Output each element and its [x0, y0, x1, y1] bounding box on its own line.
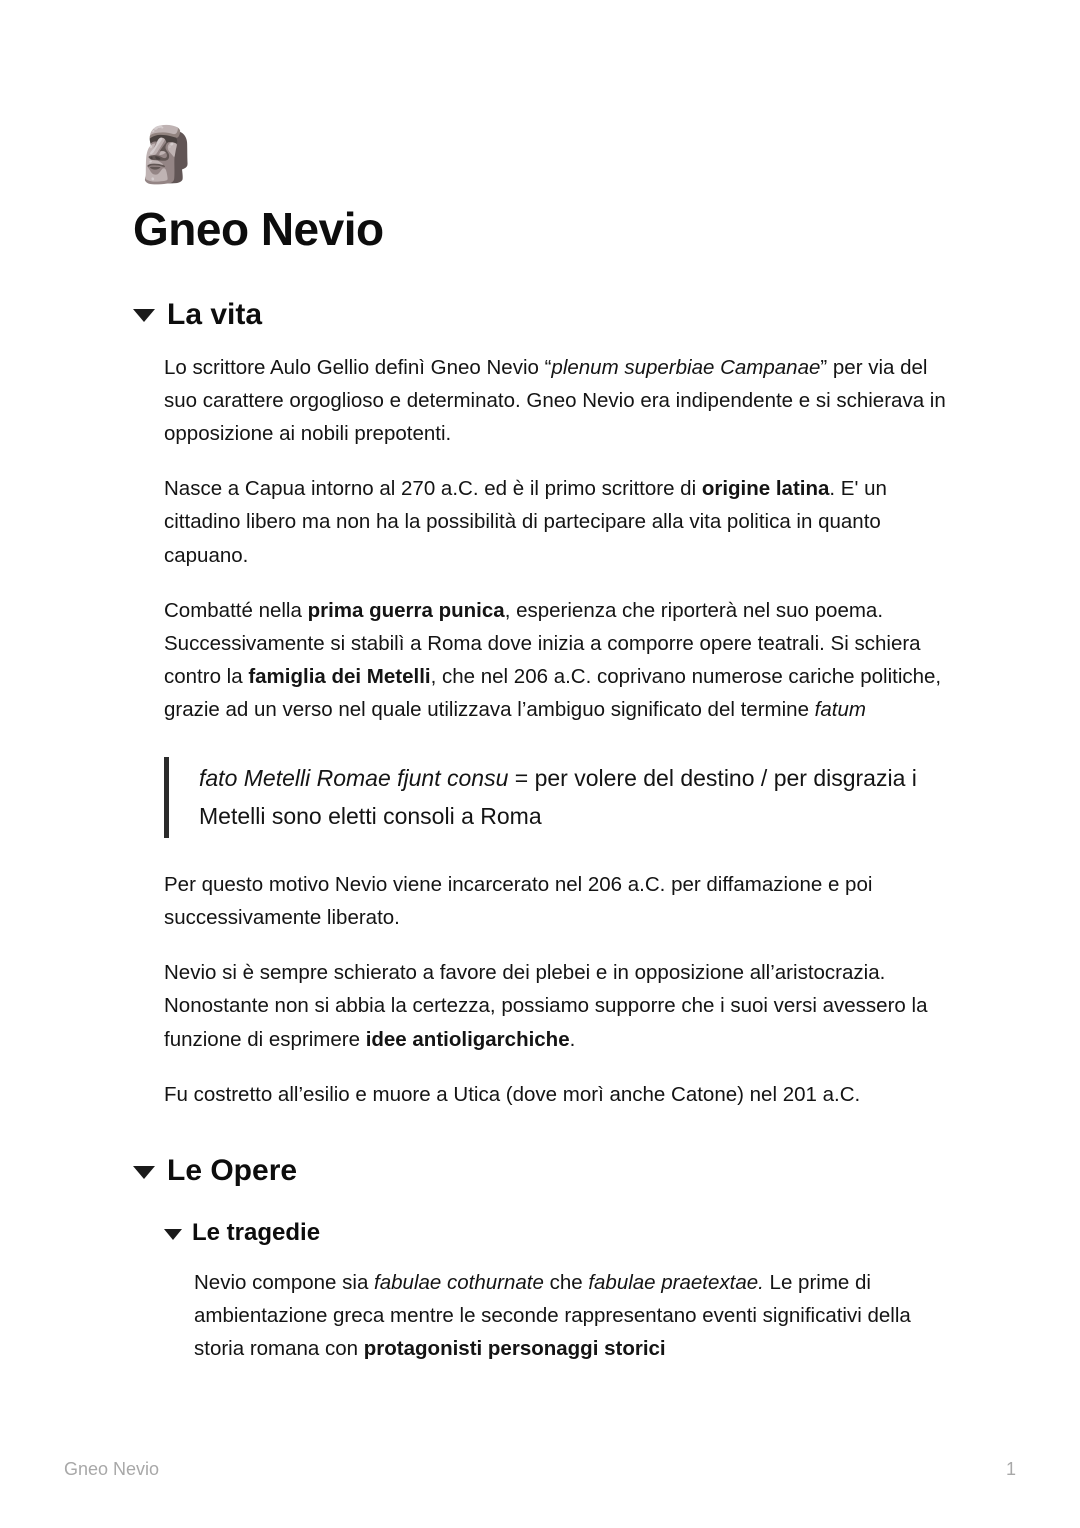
- subsection-body-le-tragedie: [0, 1266, 1080, 1366]
- paragraph: Nevio si è sempre schierato a favore dei plebei e in opposizione all’aristocrazia. Nonostante non si abbia la certezza, possiamo supporre che i suoi versi avessero la funzione di esprimere idee antioligarchiche.: [164, 961, 928, 1051]
- blockquote: fato Metelli Romae fjunt consu = per volere del destino / per disgrazia i Metelli sono eletti consoli a Roma: [164, 757, 950, 838]
- section-heading-label: Le Opere: [167, 1154, 298, 1188]
- page-footer: [64, 1459, 1016, 1480]
- paragraph: Nevio compone sia fabulae cothurnate che fabulae praetextae. Le prime di ambientazione greca mentre le seconde rappresentano eventi significativi della storia romana con protagonisti personaggi storici: [194, 1270, 911, 1361]
- paragraph: Fu costretto all’esilio e muore a Utica (dove morì anche Catone) nel 201 a.C.: [164, 1082, 861, 1106]
- section-la-vita: [0, 297, 1080, 1112]
- section-body-la-vita-cont: [0, 868, 1080, 1111]
- paragraph: Nasce a Capua intorno al 270 a.C. ed è il primo scrittore di origine latina. E' un cittadino libero ma non ha la possibilità di partecipare alla vita politica in quanto capuano.: [164, 477, 887, 567]
- chevron-down-icon[interactable]: [164, 1229, 182, 1240]
- page-title: Gneo Nevio: [133, 203, 384, 255]
- chevron-down-icon[interactable]: [133, 1166, 155, 1179]
- paragraph: Lo scrittore Aulo Gellio definì Gneo Nevio “plenum superbiae Campanae” per via del suo carattere orgoglioso e determinato. Gneo Nevio era indipendente e si schierava in opposizione ai nobili prepotenti.: [164, 355, 946, 445]
- paragraph: Per questo motivo Nevio viene incarcerato nel 206 a.C. per diffamazione e poi successivamente liberato.: [164, 872, 873, 930]
- footer-page-number: 1: [1005, 1459, 1016, 1479]
- subsection-heading-le-tragedie[interactable]: [0, 1219, 1080, 1248]
- section-le-opere: [0, 1153, 1080, 1365]
- paragraph: Combatté nella prima guerra punica, esperienza che riporterà nel suo poema. Successivamente si stabilì a Roma dove inizia a comporre opere teatrali. Si schiera contro la famiglia dei Metelli, che nel 206 a.C. coprivano numerose cariche politiche, grazie ad un verso nel quale utilizzava l’ambiguo significato del termine fatum: [164, 598, 942, 722]
- section-heading-label: La vita: [167, 297, 263, 331]
- document-header: [0, 0, 1080, 255]
- section-heading-la-vita[interactable]: [0, 297, 1080, 333]
- chevron-down-icon[interactable]: [133, 309, 155, 322]
- blockquote-container: [0, 757, 1080, 838]
- footer-document-name: Gneo Nevio: [64, 1459, 160, 1479]
- moai-icon: 🗿: [133, 123, 201, 186]
- section-heading-le-opere[interactable]: [0, 1153, 1080, 1189]
- subsection-heading-label: Le tragedie: [192, 1219, 321, 1247]
- section-body-la-vita: [0, 351, 1080, 727]
